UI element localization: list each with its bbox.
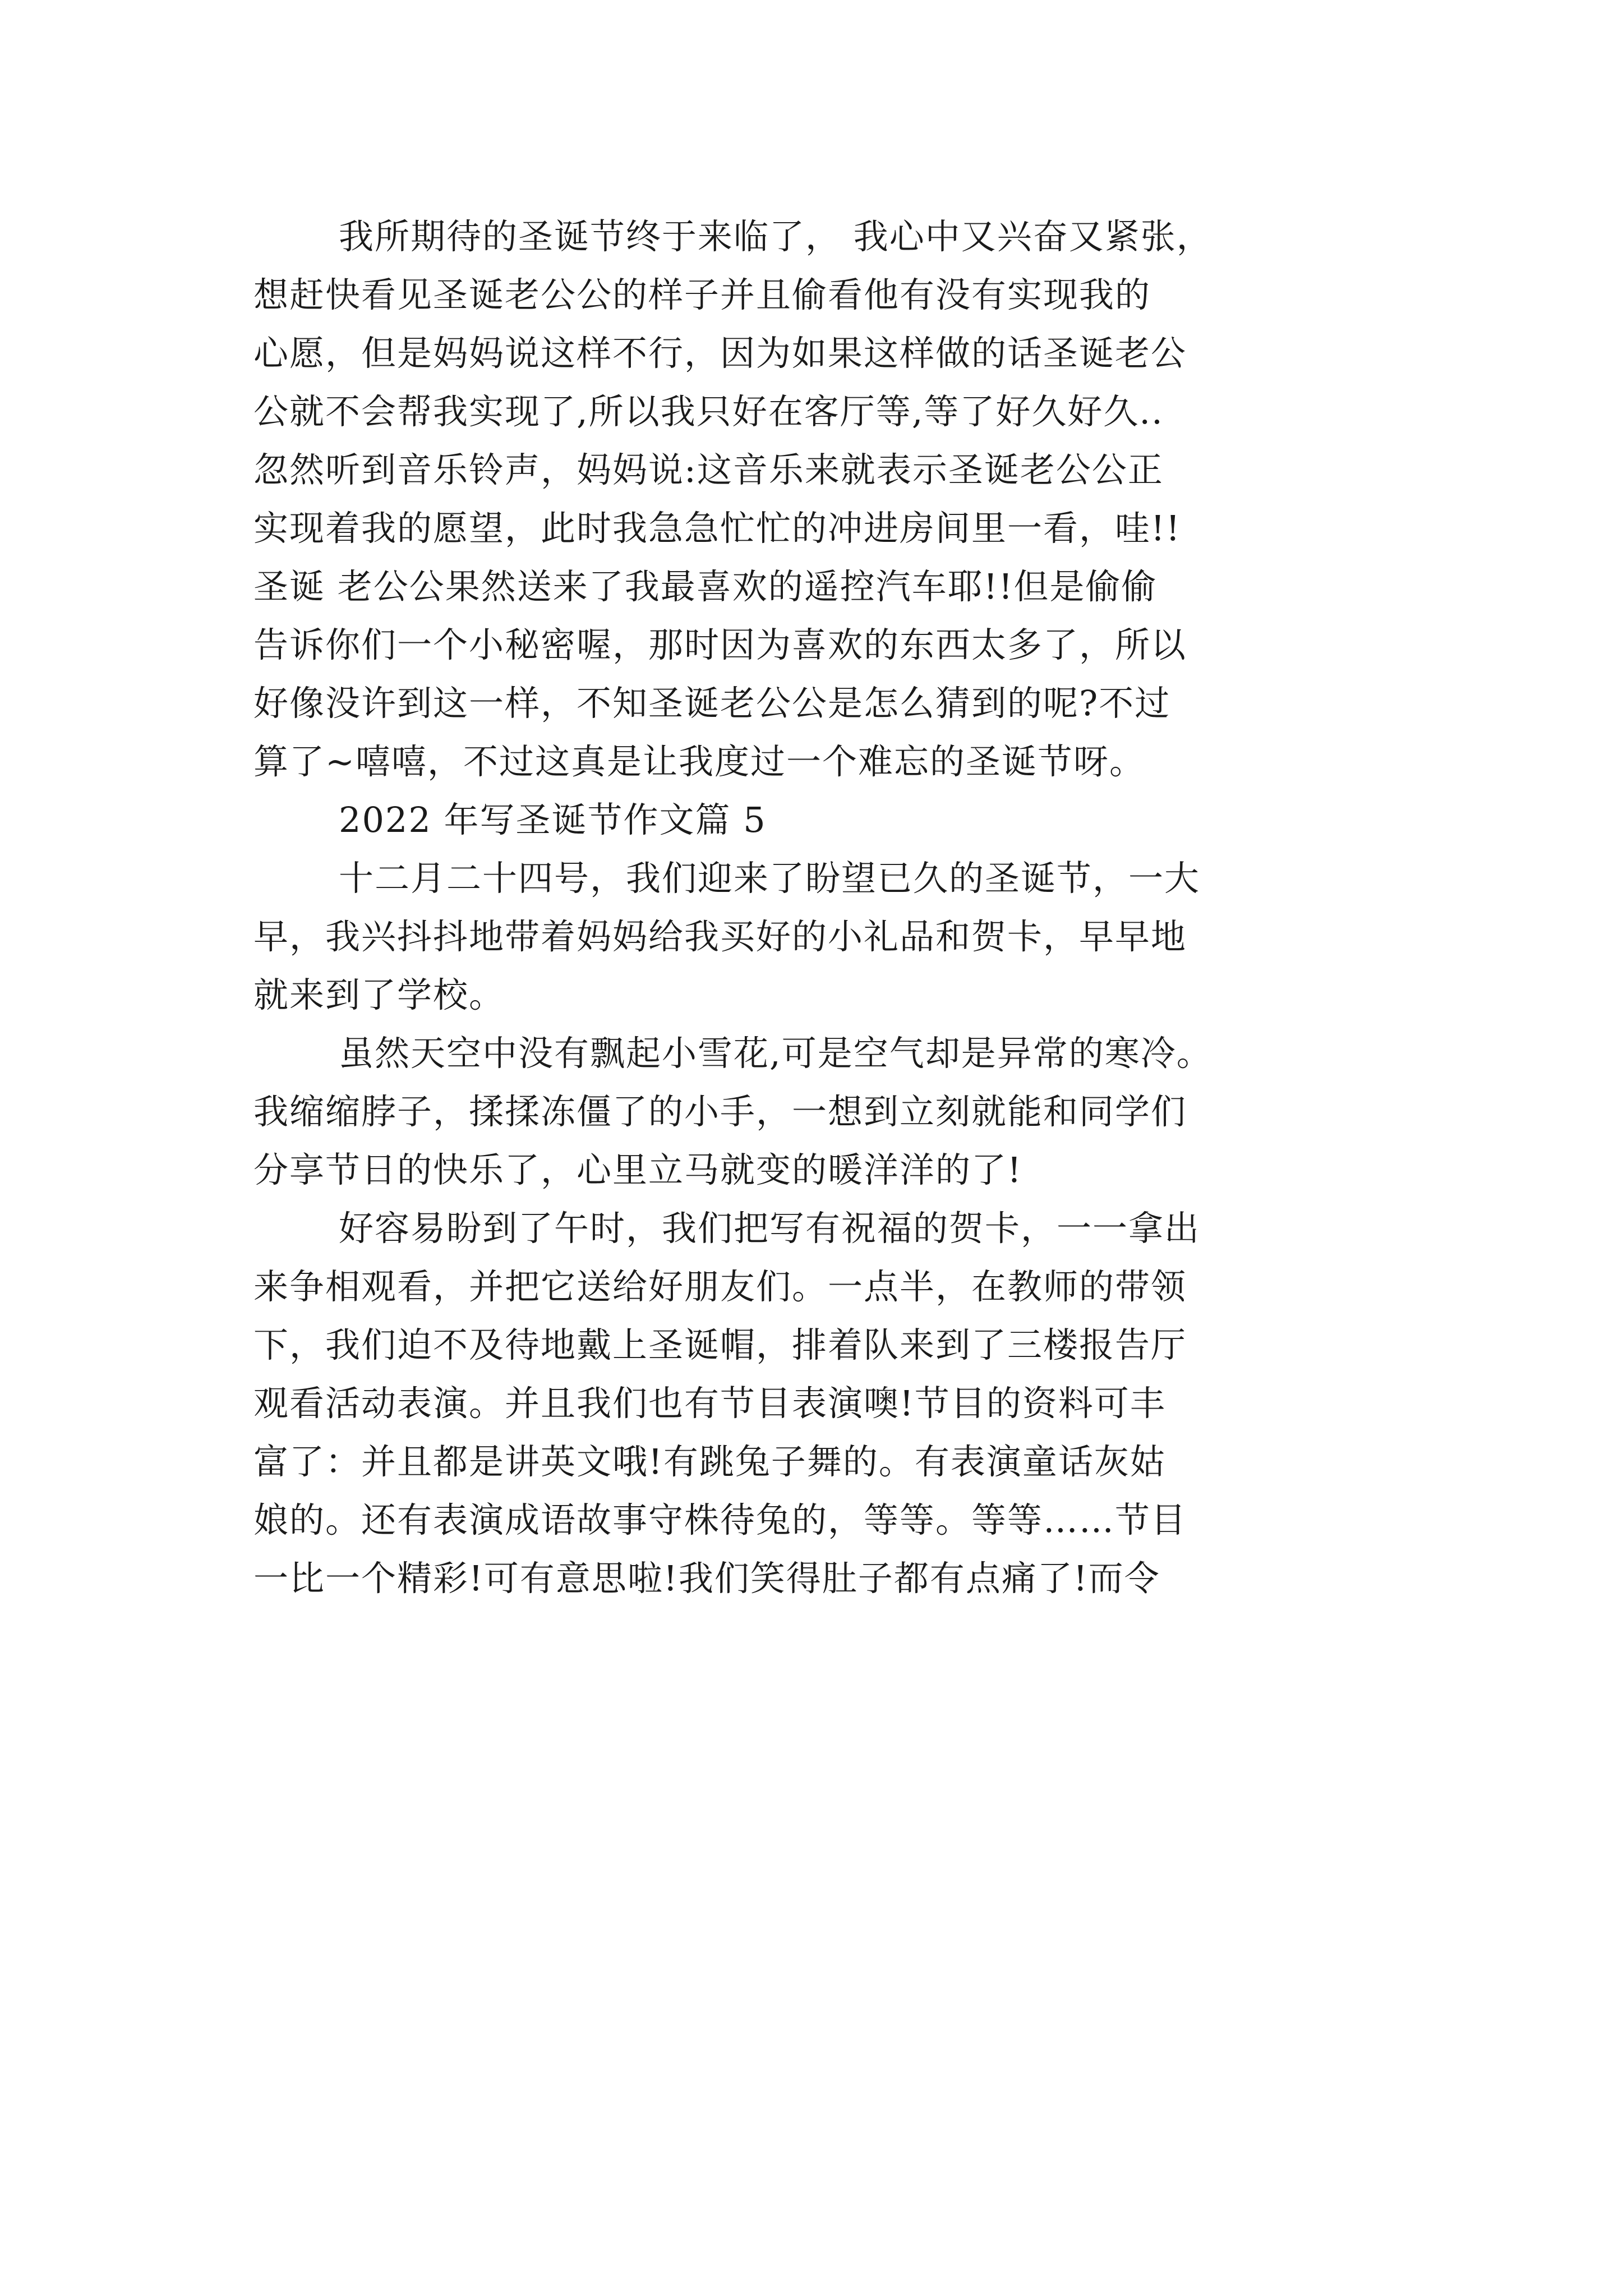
text-line: 十二月二十四号，我们迎来了盼望已久的圣诞节，一大 — [339, 858, 1201, 899]
text-line: 公就不会帮我实现了,所以我只好在客厅等,等了好久好久.. — [253, 391, 1164, 432]
text-line: 富了：并且都是讲英文哦!有跳兔子舞的。有表演童话灰姑 — [253, 1441, 1166, 1482]
text-line: 好容易盼到了午时，我们把写有祝福的贺卡，一一拿出 — [339, 1208, 1201, 1249]
text-line: 好像没许到这一样，不知圣诞老公公是怎么猜到的呢?不过 — [253, 683, 1171, 724]
text-line: 告诉你们一个小秘密喔，那时因为喜欢的东西太多了，所以 — [253, 624, 1187, 665]
text-line: 忽然听到音乐铃声，妈妈说:这音乐来就表示圣诞老公公正 — [253, 449, 1164, 490]
text-line: 想赶快看见圣诞老公公的样子并且偷看他有没有实现我的 — [253, 274, 1151, 315]
text-line: 就来到了学校。 — [253, 974, 505, 1015]
text-line: 观看活动表演。并且我们也有节目表演噢!节目的资料可丰 — [253, 1383, 1166, 1424]
text-line: 算了~嘻嘻，不过这真是让我度过一个难忘的圣诞节呀。 — [253, 741, 1145, 782]
text-line: 虽然天空中没有飘起小雪花,可是空气却是异常的寒冷。 — [339, 1033, 1212, 1074]
text-line: 分享节日的快乐了，心里立马就变的暖洋洋的了! — [253, 1149, 1022, 1190]
text-line: 下，我们迫不及待地戴上圣诞帽，排着队来到了三楼报告厅 — [253, 1324, 1187, 1365]
section-heading: 2022 年写圣诞节作文篇 5 — [339, 799, 767, 840]
text-line: 心愿，但是妈妈说这样不行，因为如果这样做的话圣诞老公 — [253, 333, 1187, 374]
text-line: 娘的。还有表演成语故事守株待兔的，等等。等等……节目 — [253, 1499, 1187, 1540]
text-line: 一比一个精彩!可有意思啦!我们笑得肚子都有点痛了!而令 — [253, 1558, 1160, 1599]
text-line: 实现着我的愿望，此时我急急忙忙的冲进房间里一看，哇!! — [253, 508, 1181, 549]
text-line: 我缩缩脖子，揉揉冻僵了的小手，一想到立刻就能和同学们 — [253, 1091, 1187, 1132]
essay-text — [253, 208, 1392, 1608]
text-line: 早，我兴抖抖地带着妈妈给我买好的小礼品和贺卡，早早地 — [253, 916, 1187, 957]
text-line: 圣诞 老公公果然送来了我最喜欢的遥控汽车耶!!但是偷偷 — [253, 566, 1158, 607]
text-line: 我所期待的圣诞节终于来临了， 我心中又兴奋又紧张， — [339, 216, 1212, 257]
text-line: 来争相观看，并把它送给好朋友们。一点半，在教师的带领 — [253, 1266, 1187, 1307]
